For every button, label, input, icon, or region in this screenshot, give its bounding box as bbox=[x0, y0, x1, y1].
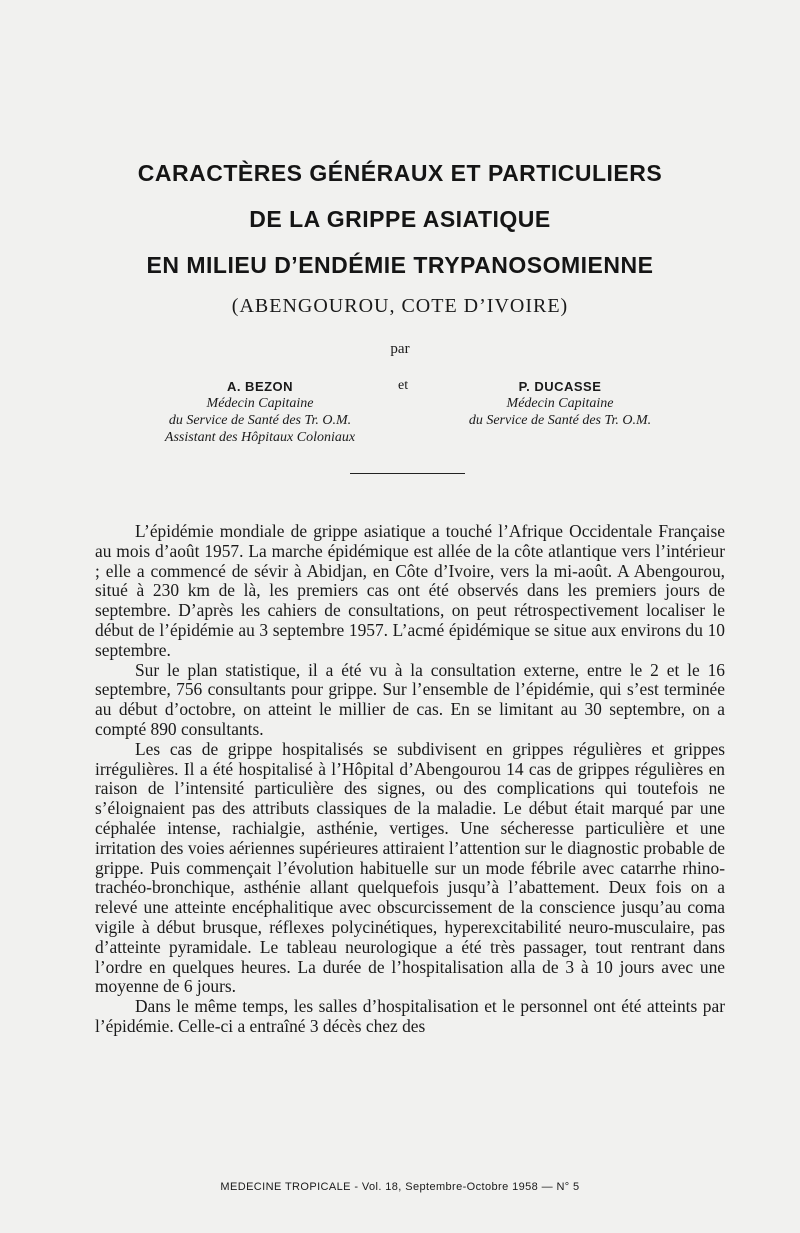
author-name: P. DUCASSE bbox=[518, 379, 602, 394]
paragraph: Sur le plan statistique, il a été vu à la consultation externe, entre le 2 et le 16 septembre, 756 consultants pour grippe. Sur l’ensemble de l’épidémie, qui s’est terminée au début d’octobre, on atteint le millier de cas. En se limitant au 30 septembre, on a compté 890 consultants. bbox=[95, 659, 725, 739]
author-role: Médecin Capitaine bbox=[206, 396, 314, 411]
subtitle: (ABENGOUROU, COTE D’IVOIRE) bbox=[231, 295, 569, 317]
author-block-ducasse bbox=[430, 378, 690, 429]
author-affiliation: du Service de Santé des Tr. O.M. bbox=[168, 413, 352, 428]
title-line-3: EN MILIEU D’ENDÉMIE TRYPANOSOMIENNE bbox=[146, 252, 654, 278]
by-line: par bbox=[390, 341, 410, 357]
separator-rule bbox=[350, 473, 465, 474]
title-line-2: DE LA GRIPPE ASIATIQUE bbox=[249, 206, 551, 232]
paragraph: Dans le même temps, les salles d’hospitalisation et le personnel ont été atteints par l’épidémie. Celle-ci a entraîné 3 décès chez des bbox=[95, 996, 725, 1036]
author-block-bezon bbox=[110, 378, 410, 446]
paragraph: L’épidémie mondiale de grippe asiatique a touché l’Afrique Occidentale Française au mois d’août 1957. La marche épidémique est allée de la côte atlantique vers l’intérieur ; elle a commencé de sévir à Abidjan, en Côte d’Ivoire, vers la mi-août. A Abengourou, situé à 230 km de là, les premiers cas ont été observés dans les premiers jours de septembre. D’après les cahiers de consultations, on peut rétrospectivement localiser le début de l’épidémie au 3 septembre 1957. L’acmé épidémique se situe aux environs du 10 septembre. bbox=[95, 521, 725, 660]
paragraph: Les cas de grippe hospitalisés se subdivisent en grippes régulières et grippes irrégulières. Il a été hospitalisé à l’Hôpital d’Abengourou 14 cas de grippes régulières en raison de l’intensité particulière des signes, ou des complications qui toutefois ne s’éloignaient pas des attributs classiques de la maladie. Le début était marqué par une céphalée intense, rachialgie, asthénie, vertiges. Une sécheresse particulière et une irritation des voies aériennes supérieures attiraient l’attention sur le diagnostic probable de grippe. Puis commençait l’évolution habituelle sur un mode fébrile avec catarrhe rhino-trachéo-bronchique, asthénie allant quelquefois jusqu’à l’abattement. Deux fois on a relevé une atteinte encéphalitique avec obscurcissement de la conscience jusqu’au coma vigile à début brusque, réflexes polycinétiques, hyperexcitabilité neuro-musculaire, pas d’atteinte pyramidale. Le tableau neurologique a été très passager, tout rentrant dans l’ordre en quelques heures. La durée de l’hospitalisation alla de 3 à 10 jours avec une moyenne de 6 jours. bbox=[95, 738, 725, 997]
author-affiliation: Assistant des Hôpitaux Coloniaux bbox=[164, 430, 356, 445]
article-body bbox=[95, 522, 725, 1037]
author-name: A. BEZON bbox=[226, 379, 294, 394]
author-role: Médecin Capitaine bbox=[506, 396, 614, 411]
title-line-1: CARACTÈRES GÉNÉRAUX ET PARTICULIERS bbox=[137, 160, 663, 186]
author-conjunction: et bbox=[398, 378, 409, 393]
author-affiliation: du Service de Santé des Tr. O.M. bbox=[468, 413, 652, 428]
journal-footer: MEDECINE TROPICALE - Vol. 18, Septembre-Octobre 1958 — N° 5 bbox=[220, 1181, 580, 1193]
